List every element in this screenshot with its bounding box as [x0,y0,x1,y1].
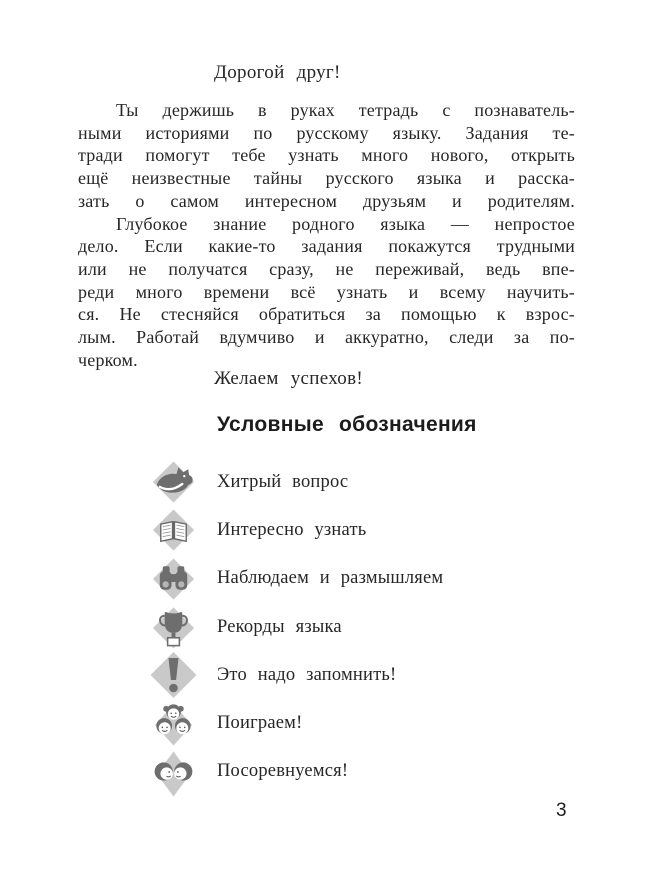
legend-list [145,458,565,796]
legend-item-label: Хитрый вопрос [217,471,349,492]
legend-item [145,651,565,699]
legend-item-label: Рекорды языка [217,616,342,637]
legend-item-label: Это надо запомнить! [217,664,397,685]
two-children-icon [145,745,201,799]
legend-item [145,699,565,747]
paragraph-line: лым. Работай вдумчиво и аккуратно, следи за по- [78,327,575,348]
closing-text: Желаем успехов! [214,368,363,389]
page-number: 3 [556,800,567,821]
binoculars-icon [145,555,201,603]
open-book-icon [145,506,201,554]
paragraph-line: черком. [78,349,138,370]
legend-item [145,603,565,651]
paragraph-line: дело. Если какие-то задания покажутся трудными [78,236,575,257]
paragraph-line: тради помогут тебе узнать много нового, открыть [78,145,575,166]
legend-title: Условные обозначения [217,413,477,436]
salutation-heading: Дорогой друг! [214,62,341,83]
legend-item-label: Наблюдаем и размышляем [217,568,444,589]
legend-item [145,555,565,603]
intro-text [78,99,575,371]
paragraph-line: реди много времени всё узнать и всему научить- [78,281,575,302]
legend-item-label: Поиграем! [217,713,303,734]
legend-item [145,748,565,796]
legend-item-label: Интересно узнать [217,519,367,540]
paragraph-line: ещё неизвестные тайны русского языка и расска- [78,168,575,189]
legend-item-label: Посоревнуемся! [217,761,349,782]
paragraph-line: зать о самом интересном друзьям и родителям. [78,190,575,211]
exclamation-icon [145,650,201,700]
paragraph-line: ся. Не стесняйся обратиться за помощью к взрос- [78,304,575,325]
children-icon [145,698,201,750]
fox-icon [145,458,201,506]
paragraph-line: ными историями по русскому языку. Задания те- [78,122,575,143]
legend-item [145,458,565,506]
legend-item [145,506,565,554]
trophy-icon [145,602,201,652]
paragraph-line: или не получатся сразу, не переживай, ведь впе- [78,258,575,279]
paragraph-line: Ты держишь в руках тетрадь с познаватель- [116,100,575,120]
paragraph-line: Глубокое знание родного языка — непростое [116,213,575,234]
